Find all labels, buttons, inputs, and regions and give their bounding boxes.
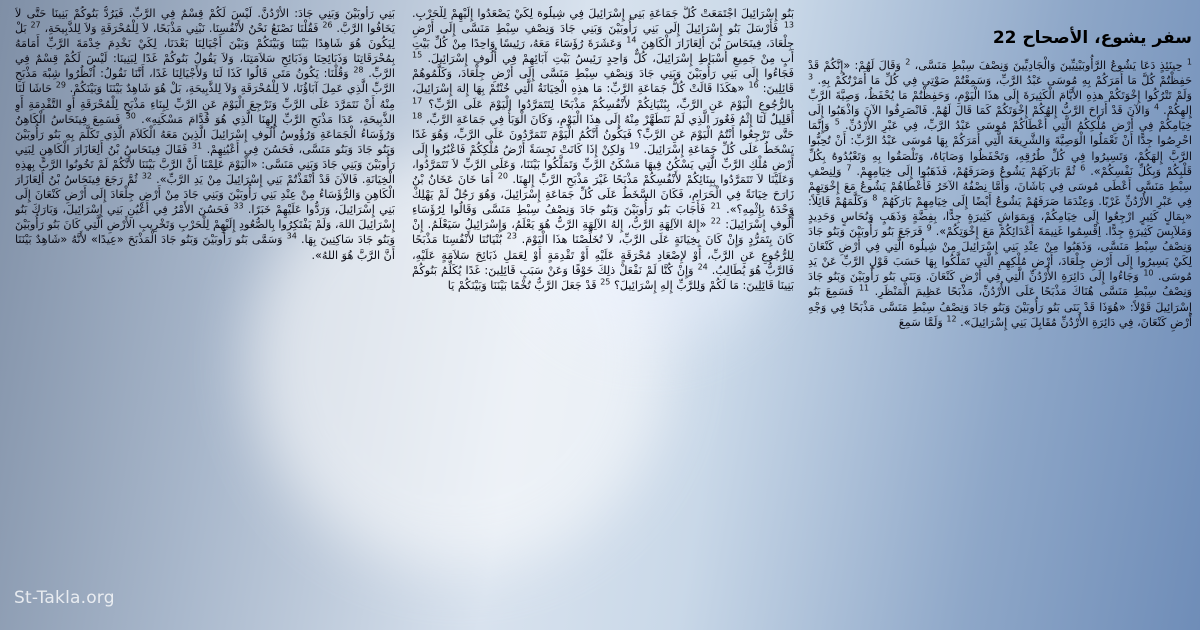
verse-text: وَلَمْ تَتْرُكُوا إِخْوَتَكُمْ هذِهِ الأَيَّامَ الْكَثِيرَةَ إِلَى هذَا الْيَوْمِ، وَحَفِظْتُمْ مَا يُحْفَظُ، وَصِيَّةَ الرَّبِّ إِلهِكُمْ.	[808, 89, 1192, 118]
verse-text: «هكَذَا قَالَتْ كُلُّ جَمَاعَةِ الرَّبِّ: مَا هذِهِ الْخِيَانَةُ الَّتِي خُنْتُمْ بِهَا إِلهَ إِسْرَائِيلَ، بِالرُّجُوعِ الْيَوْمَ عَنِ الرَّبِّ، بِبُنْيَانِكُمْ لأَنْفُسِكُمْ مَذْبَحًا لِتَتَمَرَّدُوا الْيَوْمَ عَلَى الرَّبِّ؟	[412, 82, 794, 111]
verse-text: قَدْ جَعَلَ الرَّبُّ تُخْمًا بَيْنَنَا وَبَيْنَكُمْ يَا	[447, 278, 597, 292]
verse	[412, 82, 794, 110]
verse-number: 5	[834, 117, 840, 127]
verse-text: وَالآنَ قَدْ أَرَاحَ الرَّبُّ إِلهُكُمْ إِخْوَتَكُمْ كَمَا قَالَ لَهُمْ. فَانْصَرِفُوا الآنَ وَاذْهَبُوا إِلَى خِيَامِكُمْ فِي أَرْضِ مُلْكِكُمُ الَّتِي أَعْطَاكُمْ مُوسَى عَبْدُ الرَّبِّ، فِي عَبْرِ الأُرْدُنِّ.	[808, 104, 1192, 133]
verse-text: وَجَاءُوا إِلَى دَائِرَةِ الأُرْدُنِّ الَّتِي فِي أَرْضِ كَنْعَانَ. وَبَنَى بَنُو رَأُوبَيْنَ وَبَنُو جَادَ وَنِصْفُ سِبْطِ مَنَسَّى هُنَاكَ مَذْبَحًا عَلَى الأُرْدُنِّ، مَذْبَحًا عَظِيمَ الْمَنْظَرِ.	[808, 270, 1192, 299]
verse-number: 14	[626, 35, 637, 45]
verse-text: فَأَجَابَ بَنُو رَأُوبَيْنَ وَبَنُو جَادَ وَنِصْفُ سِبْطِ مَنَسَّى وَقَالُوا لِرُؤَسَاءِ أُلُوفِ إِسْرَائِيلَ:	[412, 203, 794, 232]
verse-text: فَرَجَعَ بَنُو رَأُوبَيْنَ وَبَنُو جَادَ وَنِصْفُ سِبْطِ مَنَسَّى، وَذَهَبُوا مِنْ عِنْدِ بَنِي إِسْرَائِيلَ مِنْ شِيلُوهَ الَّتِي فِي أَرْضِ كَنْعَانَ لِكَيْ يَسِيرُوا إِلَى أَرْضِ جِلْعَادَ، أَرْضِ مُلْكِهِمِ الَّتِي تَمَلَّكُوا بِهَا حَسَبَ قَوْلِ الرَّبِّ عَنْ يَدِ مُوسَى.	[808, 225, 1192, 284]
text-column-right	[808, 6, 1192, 618]
verse	[910, 59, 1192, 72]
verse	[447, 276, 611, 292]
verse-number: 31	[191, 141, 203, 151]
verse-number: 32	[141, 171, 152, 181]
verse-number: 9	[926, 223, 932, 233]
verse-text: وَقَالَ لَهُمْ: «إِنَّكُمْ قَدْ حَفِظْتُمْ كُلَّ مَا أَمَرَكُمْ بِهِ مُوسَى عَبْدُ الرَّبِّ، وَسَمِعْتُمْ صَوْتِي فِي كُلِّ مَا أَمَرْتُكُمْ بِهِ.	[808, 59, 1192, 88]
verse-text: فَأَرْسَلَ بَنُو إِسْرَائِيلَ إِلَى بَنِي رَأُوبَيْنَ وَبَنِي جَادَ وَنِصْفِ سِبْطِ مَنَسَّى إِلَى أَرْضِ جِلْعَادَ، فِينَحَاسَ بْنَ أَلِعَازَارَ الْكَاهِنَ	[412, 22, 794, 51]
verse-text: أَقَلِيلٌ لَنَا إِثْمُ فَغُورَ الَّذِي لَمْ نَتَطَهَّرْ مِنْهُ إِلَى هذَا الْيَوْمِ، وَكَانَ الْوَبَأُ فِي جَمَاعَةِ الرَّبِّ،	[425, 112, 794, 126]
verse-number: 19	[629, 141, 640, 151]
verse-number: 24	[697, 261, 708, 271]
verse-number: 23	[506, 231, 517, 241]
verse-text: أَمَا خَانَ عَخَانُ بْنُ زَارَحَ خِيَانَةً فِي الْحَرَامِ، فَكَانَ السَّخَطُ عَلَى كُلِّ جَمَاعَةِ إِسْرَائِيلَ، وَهُوَ رَجُلٌ لَمْ يَهْلِكْ وَحْدَهُ بِإِثْمِهِ؟».	[412, 173, 794, 217]
verse-number: 10	[1143, 268, 1154, 278]
verse-list	[808, 58, 1192, 330]
verse-text: وَلِنِصْفِ سِبْطِ مَنَسَّى أَعْطَى مُوسَى فِي بَاشَانَ، وَأَمَّا نِصْفُهُ الآخَرُ فَأَعْطَاهُمْ يَشُوعُ مَعَ إِخْوَتِهِمْ فِي عَبْرِ الأُرْدُنِّ غَرْبًا. وَعِنْدَمَا صَرَفَهُمْ يَشُوعُ أَيْضًا إِلَى خِيَامِهِمْ بَارَكَهُمْ	[808, 164, 1192, 208]
verse-list	[15, 6, 395, 263]
verse-number: 12	[946, 313, 957, 323]
verse-number: 28	[353, 65, 364, 75]
verse-number: 33	[233, 201, 244, 211]
verse-number: 34	[286, 231, 297, 241]
verse-text: فَقَالَ فِينَحَاسُ بْنُ أَلِعَازَارَ الْكَاهِنِ لِبَنِي رَأُوبَيْنَ وَبَنِي جَادَ وَبَنِي مَنَسَّى: «الْيَوْمَ عَلِمْنَا أَنَّ الرَّبَّ بَيْنَنَا لأَنَّكُمْ لَمْ تَخُونُوا الرَّبَّ بِهذِهِ الْخِيَانَةِ. فَالآنَ قَدْ أَنْقَذْتُمْ بَنِي إِسْرَائِيلَ مِنْ يَدِ الرَّبِّ».	[15, 142, 395, 187]
verse-list	[412, 6, 794, 293]
verse-number: 6	[1080, 162, 1086, 172]
verse-text: وَإِنْ كُنَّا لَمْ نَفْعَلْ ذلِكَ خَوْفًا وَعَنْ سَبَبٍ قَائِلِينَ: غَدًا يُكَلِّمُ بَنُوكُمْ بَنِينَا قَائِلِينَ: مَا لَكُمْ وَلِلرَّبِّ إِلهِ إِسْرَائِيلَ؟	[412, 263, 794, 292]
verse-number: 13	[783, 20, 794, 30]
verse-text: حَاشَا لَنَا مِنْهُ أَنْ نَتَمَرَّدَ عَلَى الرَّبِّ وَنَرْجِعَ الْيَوْمَ عَنِ الرَّبِّ لِبِنَاءِ مَذْبَحٍ لِلْمُحْرَقَةِ أَوِ التَّقْدِمَةِ أَوِ الذَّبِيحَةِ، عَدَا مَذْبَحِ الرَّبِّ إِلهِنَا الَّذِي هُوَ قُدَّامَ مَسْكَنِهِ».	[15, 82, 395, 126]
verse-number: 18	[412, 110, 423, 120]
verse-text: «إِلهُ الآلِهَةِ الرَّبُّ، إِلهُ الآلِهَةِ الرَّبُّ هُوَ يَعْلَمُ، وَإِسْرَائِيلُ سَيَعْلَمُ. إِنْ كَانَ بِتَمَرُّدٍ وَإِنْ كَانَ بِخِيَانَةٍ عَلَى الرَّبِّ، لاَ تُخَلِّصْنَا هذَا الْيَوْمَ.	[412, 218, 794, 247]
verse-number: 1	[1186, 57, 1192, 67]
verse-text: حِينَئِذٍ دَعَا يَشُوعُ الرَّأُوبَيْنِيِّينَ وَالْجَادِيِّينَ وَنِصْفَ سِبْطِ مَنَسَّى،	[914, 59, 1183, 72]
verse	[808, 104, 1192, 132]
verse-text: وَعَشَرَةَ رُؤَسَاءَ مَعَهُ، رَئِيسًا وَاحِدًا مِنْ كُلِّ بَيْتِ أَبٍ مِنْ جَمِيعِ أَسْبَاطِ إِسْرَائِيلَ، كُلٌّ وَاحِدٍ رَئِيسُ بَيْتِ آبَائِهِمْ فِي أُلُوفِ إِسْرَائِيلَ.	[412, 37, 794, 66]
verse-number: 16	[748, 80, 759, 90]
verse-text: فَسَمِعَ بَنُو إِسْرَائِيلَ قَوْلاً: «هُوَذَا قَدْ بَنَى بَنُو رَأُوبَيْنَ وَبَنُو جَادَ وَنِصْفُ سِبْطِ مَنَسَّى مَذْبَحًا فِي وَجْهِ أَرْضِ كَنْعَانَ، فِي دَائِرَةِ الأُرْدُنِّ مُقَابِلَ بَنِي إِسْرَائِيلَ».	[808, 285, 1192, 329]
verse-number: 8	[872, 193, 878, 203]
verse-text: وَلكِنْ إِذَا كَانَتْ نَجِسَةً أَرْضُ مُلْكِكُمْ فَاعْبُرُوا إِلَى أَرْضِ مُلْكِ الرَّبِّ الَّتِي يَسْكُنُ فِيهَا مَسْكَنُ الرَّبِّ وَتَمَلَّكُوا بَيْنَنَا، وَعَلَى الرَّبِّ لاَ تَتَمَرَّدُوا، وَعَلَيْنَا لاَ تَتَمَرَّدُوا بِبِنَائِكُمْ لأَنْفُسِكُمْ مَذْبَحًا غَيْرَ مَذْبَحِ الرَّبِّ إِلهِنَا.	[412, 142, 794, 187]
verse-text: وَإِنَّمَا احْرِصُوا جِدًّا أَنْ تَعْمَلُوا الْوَصِيَّةَ وَالشَّرِيعَةَ الَّتِي أَمَرَكُمْ بِهَا مُوسَى عَبْدُ الرَّبِّ: أَنْ تُحِبُّوا الرَّبَّ إِلهَكُمْ، وَتَسِيرُوا فِي كُلِّ طُرُقِهِ، وَتَحْفَظُوا وَصَايَاهُ، وَتَلْصَقُوا بِهِ وَتَعْبُدُوهُ بِكُلِّ قَلْبِكُمْ وَبِكُلِّ نَفْسِكُمْ».	[808, 119, 1192, 178]
verse-number: 21	[710, 201, 721, 211]
verse	[15, 67, 395, 95]
verse-text: بَلْ لِيَكُونَ هُوَ شَاهِدًا بَيْنَنَا وَبَيْنَكُمْ وَبَيْنَ أَجْيَالِنَا بَعْدَنَا، لِكَيْ نَخْدِمَ خِدْمَةَ الرَّبِّ أَمَامَهُ بِمُحْرَقَاتِنَا وَذَبَائِحِنَا وَذَبَائِحِ سَلاَمَتِنَا، وَلاَ يَقُولُ بَنُوكُمْ غَدًا لِبَنِينَا: لَيْسَ لَكُمْ قِسْمٌ فِي الرَّبِّ.	[15, 22, 395, 81]
verse-number: 22	[710, 216, 721, 226]
chapter-title: سفر يشوع، الأصحاح 22	[992, 28, 1192, 48]
verse-text: فَسَمِعَ فِينَحَاسُ الْكَاهِنُ وَرُؤَسَاءُ الْجَمَاعَةِ وَرُؤُوسُ أُلُوفِ إِسْرَائِيلَ الَّذِينَ مَعَهُ الْكَلاَمَ الَّذِي تَكَلَّمَ بِهِ بَنُو رَأُوبَيْنَ وَبَنُو جَادَ وَبَنُو مَنَسَّى، فَحَسُنَ فِي أَعْيُنِهِمْ.	[15, 112, 395, 156]
verse-text: فَحَسُنَ الأَمْرُ فِي أَعْيُنِ بَنِي إِسْرَائِيلَ، وَبَارَكَ بَنُو إِسْرَائِيلَ اللهَ، وَلَمْ يَفْتَكِرُوا بِالصُّعُودِ إِلَيْهِمْ لِلْحَرْبِ وَتَخْرِيبِ الأَرْضِ الَّتِي كَانَ بَنُو رَأُوبَيْنَ وَبَنُو جَادَ سَاكِنِينَ بِهَا.	[15, 203, 395, 247]
verse-number: 27	[30, 20, 41, 30]
verse-number: 26	[322, 20, 333, 30]
verse-text: بَنُو إِسْرَائِيلَ اجْتَمَعَتْ كُلُّ جَمَاعَةِ بَنِي إِسْرَائِيلَ فِي شِيلُوهَ لِكَيْ يَصْعَدُوا إِلَيْهِمْ لِلْحَرْبِ.	[412, 7, 794, 20]
verse-number: 30	[125, 110, 136, 120]
verse-number: 15	[412, 50, 423, 60]
verse-number: 11	[858, 283, 870, 293]
verse	[851, 162, 1086, 178]
verse-number: 25	[600, 276, 611, 286]
text-column-middle	[412, 6, 794, 618]
verse-text: وَقُلْنَا: يَكُونُ مَتَى قَالُوا كَذَا لَنَا وَلأَجْيَالِنَا غَدًا، أَنَّنَا نَقُولُ: اُنْظُرُوا شِبْهَ مَذْبَحِ الرَّبِّ الَّذِي عَمِلَ آبَاؤُنَا، لاَ لِلْمُحْرَقَةِ وَلاَ لِلذَّبِيحَةِ، بَلْ هُوَ شَاهِدٌ بَيْنَنَا وَبَيْنَكُمْ.	[15, 67, 395, 96]
verse-number: 20	[497, 171, 508, 181]
verse-text: ثُمَّ بَارَكَهُمْ يَشُوعُ وَصَرَفَهُمْ، فَذَهَبُوا إِلَى خِيَامِهِمْ.	[856, 164, 1076, 178]
verse-text: فَجَاءُوا إِلَى بَنِي رَأُوبَيْنَ وَبَنِي جَادَ وَنِصْفِ سِبْطِ مَنَسَّى إِلَى أَرْضِ جِلْعَادَ، وَكَلَّمُوهُمْ قَائِلِينَ:	[412, 67, 794, 96]
verse-number: 7	[846, 162, 852, 172]
verse-text: حَتَّى تَرْجِعُوا أَنْتُمُ الْيَوْمَ عَنِ الرَّبِّ؟ فَيَكُونُ أَنَّكُمُ الْيَوْمَ تَتَمَرَّدُونَ عَلَى الرَّبِّ، وَهُوَ غَدًا يَسْخَطُ عَلَى كُلِّ جَمَاعَةِ إِسْرَائِيلَ.	[412, 127, 794, 156]
verse	[41, 22, 333, 35]
verse-number: 2	[905, 57, 911, 67]
verse-text: بَنِي رَأُوبَيْنَ وَبَنِي جَادَ: الأُرْدُنَّ. لَيْسَ لَكُمْ قِسْمٌ فِي الرَّبِّ. فَيَرُدُّ بَنُوكُمْ بَنِينَا حَتَّى لاَ يَخَافُوا الرَّبَّ.	[15, 7, 395, 36]
verse-number: 17	[412, 95, 423, 105]
verse-number: 4	[1153, 102, 1160, 112]
verse-text: وَكَلَّمَهُمْ قَائِلاً: «بِمَالٍ كَثِيرٍ ارْجِعُوا إِلَى خِيَامِكُمْ، وَبِمَوَاشٍ كَثِيرَةٍ جِدًّا، بِفِضَّةٍ وَذَهَبٍ وَنُحَاسٍ وَحَدِيدٍ وَمَلاَبِسَ كَثِيرَةٍ جِدًّا. اِقْسِمُوا غَنِيمَةَ أَعْدَائِكُمْ مَعَ إِخْوَتِكُمْ».	[808, 194, 1192, 239]
verse-text: فَقُلْنَا نَصْنَعُ نَحْنُ لأَنْفُسِنَا. نَبْنِي مَذْبَحًا، لاَ لِلْمُحْرَقَةِ وَلاَ لِلذَّبِيحَةِ،	[44, 22, 319, 36]
verse	[898, 313, 957, 329]
verse-text: ثُمَّ رَجَعَ فِينَحَاسُ بْنُ أَلِعَازَارَ الْكَاهِنِ وَالرُّؤَسَاءُ مِنْ عِنْدِ بَنِي رَأُوبَيْنَ وَبَنِي جَادَ مِنْ أَرْضِ جِلْعَادَ إِلَى أَرْضِ كَنْعَانَ إِلَى بَنِي إِسْرَائِيلَ، وَرَدُّوا عَلَيْهِمْ خَبَرًا.	[15, 173, 395, 217]
verse	[412, 7, 794, 20]
verse-number: 29	[55, 80, 66, 90]
text-column-left	[15, 6, 395, 618]
verse-text: بُنْيَانُنَا لأَنْفُسِنَا مَذْبَحًا لِلرُّجُوعِ عَنِ الرَّبِّ، أَوْ لإِصْعَادِ مُحْرَقَةٍ عَلَيْهِ أَوْ تَقْدِمَةٍ أَوْ لِعَمَلِ ذَبَائِحَ سَلاَمَةٍ عَلَيْهِ، فَالرَّبُّ هُوَ يُطَالِبُ.	[412, 233, 794, 277]
verse-text: وَلَمَّا سَمِعَ	[898, 315, 943, 329]
site-watermark: St-Takla.org	[14, 588, 115, 608]
verse-text: وَسَمَّى بَنُو رَأُوبَيْنَ وَبَنُو جَادَ الْمَذْبَحَ «عِيدًا» لأَنَّهُ «شَاهِدٌ بَيْنَنَا أَنَّ الرَّبَّ هُوَ اللهُ».	[15, 233, 395, 262]
verse-number: 3	[808, 72, 814, 82]
